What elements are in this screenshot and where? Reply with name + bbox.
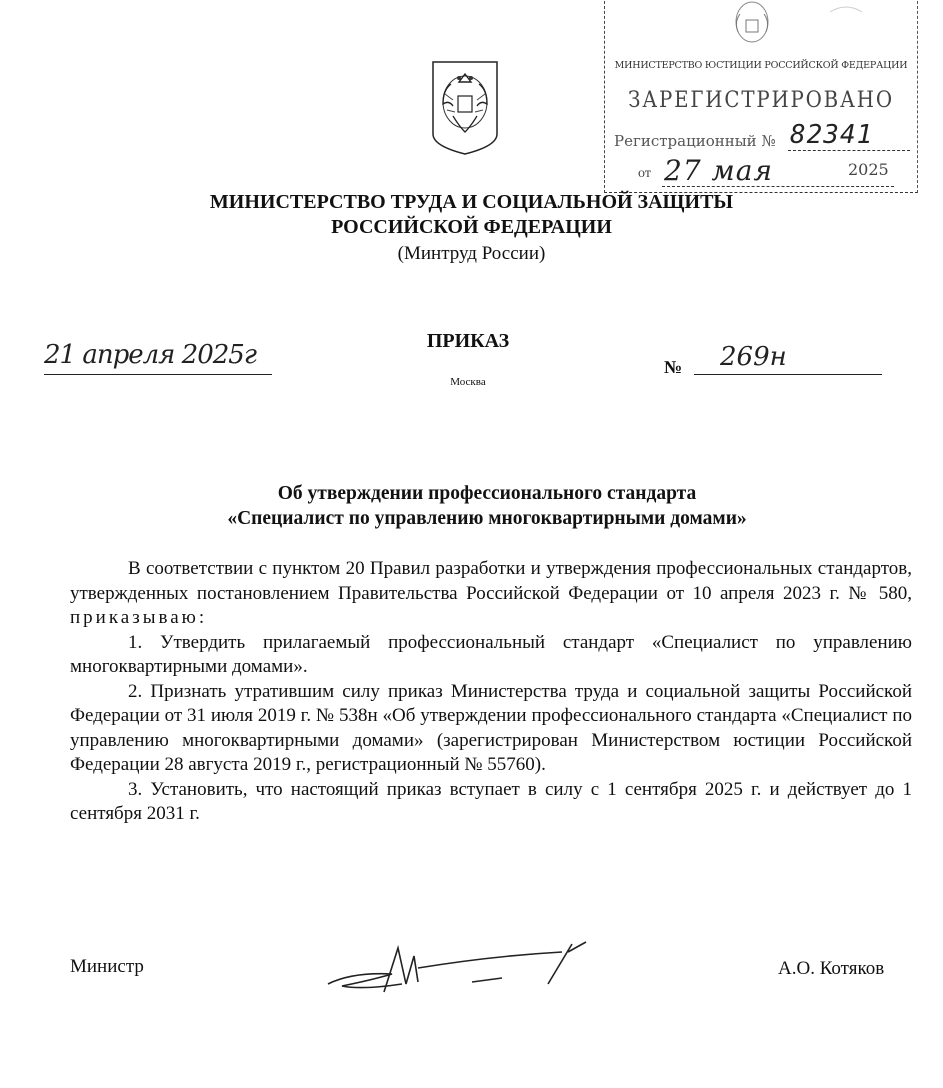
coat-of-arms-emblem	[431, 60, 499, 156]
order-number-underline	[694, 374, 882, 375]
intro-text: В соответствии с пунктом 20 Правил разработки и утверждения профессиональных стандартов, утвержденных постановлением Правительства Российской Федерации от 10 апреля 2023 г. № 580,	[70, 558, 912, 604]
order-number-sign: №	[664, 357, 683, 377]
stamp-reg-underline	[788, 150, 910, 151]
stamp-date-underline	[662, 186, 894, 187]
ministry-line-1: МИНИСТЕРСТВО ТРУДА И СОЦИАЛЬНОЙ ЗАЩИТЫ	[209, 191, 734, 213]
handwritten-signature	[322, 934, 592, 1004]
intro-action: приказываю:	[70, 607, 208, 628]
document-title	[0, 481, 943, 531]
document-city: Москва	[450, 376, 486, 388]
order-number-handwritten: 269н	[720, 342, 787, 372]
item-3: 3. Установить, что настоящий приказ вступает в силу с 1 сентября 2025 г. и действует до 1 сентября 2031 г.	[70, 778, 912, 824]
title-line-1: Об утверждении профессионального стандарта	[277, 483, 697, 504]
stamp-emblem-icon	[728, 0, 776, 48]
stamp-date-prefix: от	[638, 166, 651, 181]
ministry-short-name: (Минтруд России)	[397, 243, 546, 264]
intro-paragraph	[70, 557, 912, 631]
stamp-faded-mark	[826, 0, 866, 26]
ministry-name	[0, 190, 943, 240]
document-body	[70, 557, 912, 827]
order-date-handwritten: 21 апреля 2025г	[44, 340, 256, 370]
signer-name: А.О. Котяков	[778, 958, 885, 979]
ministry-line-2: РОССИЙСКОЙ ФЕДЕРАЦИИ	[331, 216, 612, 238]
item-2: 2. Признать утратившим силу приказ Министерства труда и социальной защиты Российской Федерации от 31 июля 2019 г. № 538н «Об утверждении профессионального стандарта «Специалист по управлению многоквартирными домами» (зарегистрирован Министерством юстиции Российской Федерации 28 августа 2019 г., регистрационный № 55760).	[70, 680, 912, 775]
item-1: 1. Утвердить прилагаемый профессиональный стандарт «Специалист по управлению многоквартирными домами».	[70, 631, 912, 677]
signer-position: Министр	[70, 956, 144, 977]
title-line-2: «Специалист по управлению многоквартирными домами»	[227, 508, 747, 529]
order-date-underline	[44, 374, 272, 375]
stamp-ministry-name: МИНИСТЕРСТВО ЮСТИЦИИ РОССИЙСКОЙ ФЕДЕРАЦИИ	[614, 60, 908, 71]
stamp-reg-label: Регистрационный №	[614, 132, 776, 150]
stamp-date-year: 2025	[848, 160, 889, 179]
stamp-status: ЗАРЕГИСТРИРОВАНО	[628, 88, 894, 113]
document-type: ПРИКАЗ	[426, 330, 510, 352]
stamp-reg-number: 82341	[790, 120, 874, 150]
stamp-date-handwritten: 27 мая	[664, 154, 773, 187]
